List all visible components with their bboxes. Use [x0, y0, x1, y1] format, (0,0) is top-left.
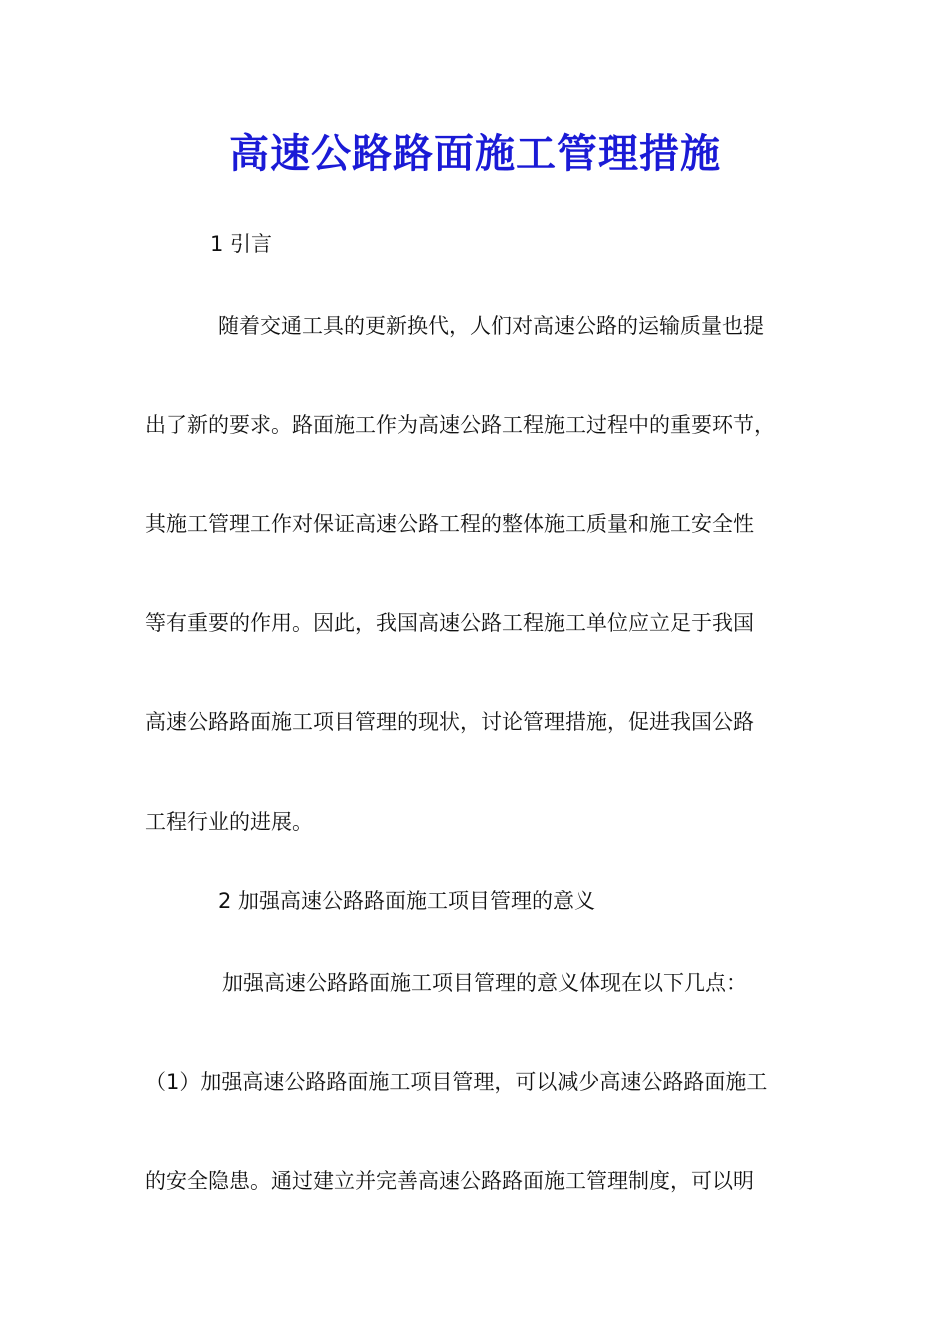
- document-title: 高速公路路面施工管理措施: [229, 130, 721, 177]
- paragraph-line: 高速公路路面施工项目管理的现状，讨论管理措施，促进我国公路: [145, 710, 754, 734]
- paragraph-line: 其施工管理工作对保证高速公路工程的整体施工质量和施工安全性: [145, 512, 754, 536]
- paragraph-line: 工程行业的进展。: [145, 810, 313, 834]
- paragraph-line: 随着交通工具的更新换代，人们对高速公路的运输质量也提: [218, 314, 764, 338]
- paragraph-line: 加强高速公路路面施工项目管理的意义体现在以下几点：: [222, 971, 747, 995]
- paragraph-line: 的安全隐患。通过建立并完善高速公路路面施工管理制度，可以明: [145, 1169, 754, 1193]
- section-heading-significance: 2 加强高速公路路面施工项目管理的意义: [218, 889, 596, 913]
- paragraph-line: （1）加强高速公路路面施工项目管理，可以减少高速公路路面施工: [145, 1070, 768, 1094]
- paragraph-line: 出了新的要求。路面施工作为高速公路工程施工过程中的重要环节，: [145, 413, 775, 437]
- paragraph-line: 等有重要的作用。因此，我国高速公路工程施工单位应立足于我国: [145, 611, 754, 635]
- section-heading-introduction: 1 引言: [210, 232, 273, 256]
